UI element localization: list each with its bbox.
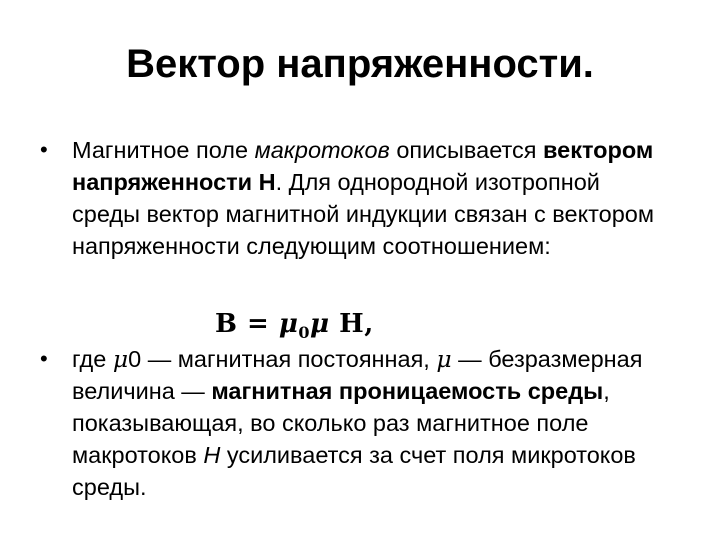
text-segment: — безразмерная величина — bbox=[72, 346, 643, 404]
bullet-item-magnetic-field bbox=[40, 134, 660, 262]
text-segment: Магнитное поле bbox=[72, 137, 255, 163]
bold-term-permeability: магнитная проницаемость среды bbox=[211, 378, 604, 404]
formula-symbol-mu: μ bbox=[310, 309, 330, 339]
slide-title: Вектор напряженности. bbox=[126, 42, 594, 86]
bullet-text bbox=[72, 343, 660, 503]
bullet-marker: • bbox=[40, 346, 48, 371]
text-segment: усиливается за счет поля микротоков среды. bbox=[72, 442, 636, 500]
symbol-mu: μ bbox=[436, 345, 452, 373]
text-segment: 0 — магнитная постоянная, bbox=[128, 346, 437, 372]
formula-symbol-h: H, bbox=[329, 309, 374, 339]
italic-symbol-h: Н bbox=[203, 442, 221, 468]
bold-term-intensity-vector: вектором напряженности Н bbox=[72, 137, 654, 195]
bullet-text bbox=[72, 134, 660, 262]
italic-term-macrocurrents: макротоков bbox=[254, 137, 390, 163]
bullet-item-permeability bbox=[40, 343, 660, 503]
formula-symbol-b: B bbox=[215, 309, 238, 339]
formula-symbol-mu: μ bbox=[278, 309, 299, 339]
text-segment: описывается bbox=[389, 137, 544, 163]
text-segment: . Для однородной изотропной среды вектор магнитной индукции связан с вектором напряженности следующим соотношением: bbox=[72, 169, 654, 259]
formula-subscript-zero: 0 bbox=[298, 323, 311, 343]
text-segment: где bbox=[72, 346, 113, 372]
formula-equals: = bbox=[237, 309, 279, 339]
text-segment: , показывающая, во сколько раз магнитное поле макротоков bbox=[72, 378, 610, 468]
symbol-mu0: μ bbox=[112, 345, 129, 373]
bullet-marker: • bbox=[40, 137, 48, 162]
